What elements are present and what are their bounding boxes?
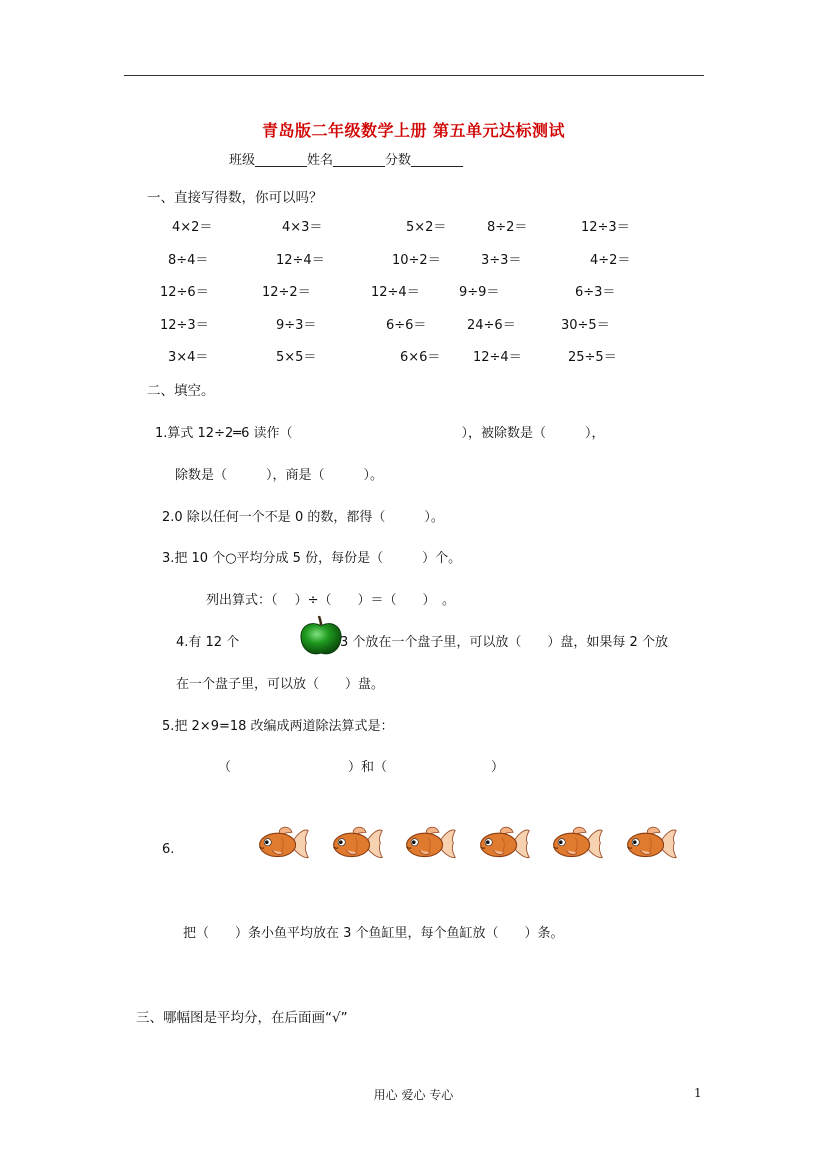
calc-cell: 24÷6＝ <box>467 318 516 333</box>
goldfish-icon <box>403 824 457 864</box>
calc-cell: 9÷3＝ <box>276 318 317 333</box>
calc-cell: 6×6＝ <box>400 350 441 365</box>
question1-line2: 除数是（ ），商是（ ）。 <box>175 468 384 483</box>
calc-cell: 6÷3＝ <box>575 285 616 300</box>
section3-heading: 三、哪幅图是平均分，在后面画“√” <box>136 1010 348 1026</box>
calc-cell: 12÷4＝ <box>276 253 325 268</box>
calc-cell: 12÷2＝ <box>262 285 311 300</box>
section1-heading: 一、直接写得数，你可以吗？ <box>147 190 323 206</box>
calc-cell: 25÷5＝ <box>568 350 617 365</box>
calc-cell: 6÷6＝ <box>386 318 427 333</box>
green-apple-icon <box>297 610 345 658</box>
question3-line2: 列出算式：（ ）÷（ ）＝（ ） 。 <box>206 593 456 608</box>
calc-cell: 12÷4＝ <box>473 350 522 365</box>
calc-cell: 4×3＝ <box>282 220 323 235</box>
goldfish-icon <box>550 824 604 864</box>
calc-cell: 5×2＝ <box>406 220 447 235</box>
question5-line1: 5.把 2×9=18 改编成两道除法算式是： <box>162 719 394 734</box>
question4-prefix: 4.有 12 个 <box>176 635 240 650</box>
calc-cell: 8÷4＝ <box>168 253 209 268</box>
question1-line1: 1.算式 12÷2═6 读作（ ），被除数是（ ）， <box>155 426 605 441</box>
calc-cell: 12÷3＝ <box>160 318 209 333</box>
goldfish-icon <box>624 824 678 864</box>
calc-cell: 4×2＝ <box>172 220 213 235</box>
calc-cell: 3÷3＝ <box>481 253 522 268</box>
goldfish-icon <box>256 824 310 864</box>
question2: 2.0 除以任何一个不是 0 的数，都得（ ）。 <box>162 510 444 525</box>
calc-cell: 4÷2＝ <box>590 253 631 268</box>
calc-cell: 3×4＝ <box>168 350 209 365</box>
calc-cell: 5×5＝ <box>276 350 317 365</box>
calc-cell: 12÷6＝ <box>160 285 209 300</box>
page-number: 1 <box>694 1086 702 1100</box>
question4-line2: 在一个盘子里，可以放（ ）盘。 <box>176 677 385 692</box>
footer-text: 用心 爱心 专心 <box>373 1088 454 1102</box>
calc-cell: 30÷5＝ <box>561 318 610 333</box>
calc-cell: 10÷2＝ <box>392 253 441 268</box>
calc-cell: 12÷3＝ <box>581 220 630 235</box>
goldfish-icon <box>477 824 531 864</box>
calc-cell: 9÷9＝ <box>459 285 500 300</box>
calc-cell: 8÷2＝ <box>487 220 528 235</box>
header-rule <box>124 75 704 76</box>
calc-cell: 12÷4＝ <box>371 285 420 300</box>
question6-label: 6. <box>162 842 175 857</box>
student-info-line: 班级________姓名________分数________ <box>229 153 464 168</box>
goldfish-icon <box>330 824 384 864</box>
page-title: 青岛版二年级数学上册 第五单元达标测试 <box>261 121 566 140</box>
question3-line1: 3.把 10 个○平均分成 5 份，每份是（ ）个。 <box>162 551 462 566</box>
section2-heading: 二、填空。 <box>147 383 215 399</box>
question5-line2: （ ）和（ ） <box>218 760 505 775</box>
question4-suffix: 3 个放在一个盘子里，可以放（ ）盘，如果每 2 个放 <box>340 635 668 650</box>
question6-text: 把（ ）条小鱼平均放在 3 个鱼缸里，每个鱼缸放（ ）条。 <box>183 926 564 941</box>
